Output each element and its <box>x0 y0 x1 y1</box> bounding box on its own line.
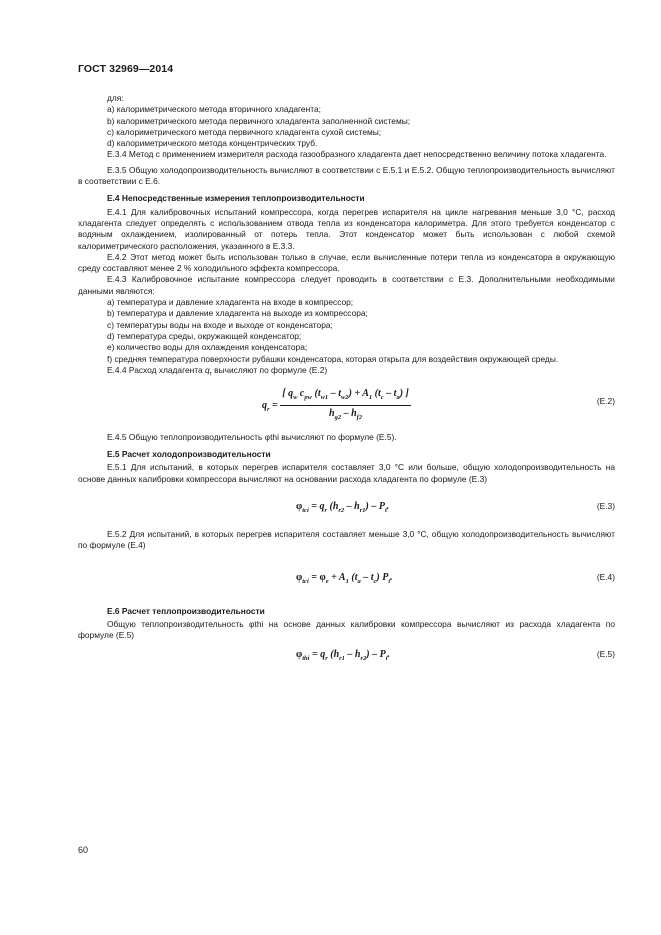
list-item: c) калориметрического метода первичного хладагента сухой системы; <box>107 126 382 137</box>
paragraph-e42: E.4.2 Этот метод может быть использован только в случае, если вычисленные потери тепла из конденсатора в окружающую среду составляют менее 2 % холодильного эффекта компрессора. <box>78 251 615 274</box>
paragraph-e43: E.4.3 Калибровочное испытание компрессора следует проводить в соответствии с E.3. Дополнительными необходимыми данными являются: <box>78 274 615 296</box>
formula-e2 <box>78 384 615 428</box>
page-number: 60 <box>78 845 89 855</box>
list-item: f) средняя температура поверхности рубашки конденсатора, которая открыта для воздействия окружающей среды. <box>107 353 559 364</box>
paragraph-e34: E.3.4 Метод с применением измерителя расхода газообразного хладагента дает непосредственно величину потока хладагента. <box>107 149 607 160</box>
paragraph-e52: E.5.2 Для испытаний, в которых перегрев испарителя составляет меньше 3,0 °С, общую холодопроизводительность вычисляют по формуле (E.4) <box>78 528 615 551</box>
list-item: b) температура и давление хладагента на выходе из компрессора; <box>107 308 368 319</box>
list-item: c) температуры воды на входе и выходе от конденсатора; <box>107 319 333 330</box>
paragraph-e6: Общую теплопроизводительность φthi на основе данных калибровки компрессора вычисляют из расхода хладагента по формуле (E.5) <box>78 618 615 641</box>
standard-title: ГОСТ 32969—2014 <box>78 63 174 75</box>
paragraph-e41: E.4.1 Для калибровочных испытаний компрессора, когда перегрев испарителя на цикле нагревания меньше 3,0 °С, расход хладагента следует определять с использованием отвода тепла из конденсатора калориметра. Для этого требуется конденсатор с водяным охлаждением, изолированный от потерь тепла. Этот конденсатор может быть использован с любой схемой калориметрического расположения, указанного в E.3.3. <box>78 206 615 251</box>
equation-number: (E.5) <box>596 649 615 660</box>
document-body <box>78 93 615 679</box>
paragraph-e44: E.4.4 Расход хладагента $q_r$ вычисляют по формуле (E.2) <box>107 364 328 378</box>
paragraph-e51: E.5.1 Для испытаний, в которых перегрев испарителя составляет 3,0 °С или больше, общую холодопроизводительность на основе данных калибровки компрессора вычисляют на основании расхода хладагента по формуле (E.3) <box>78 462 615 484</box>
list-item: d) калориметрического метода концентрических труб. <box>107 138 318 149</box>
equation-number: (E.4) <box>596 571 615 582</box>
list-item: a) температура и давление хладагента на входе в компрессор; <box>107 297 354 308</box>
formula-e2-body: $q_r$ = $\frac{[ q_w c_{pw} (t_{w1} - t_{w2}) + A_1 (t_c - t_a) ]}{h_{g2} - h_{f2}}$ <box>262 387 409 422</box>
formula-e4-body: $\varphi_{tci} = \varphi_e + A_1$ $(t_a - t_c)$ $P_t$. <box>296 571 393 585</box>
list-item: b) калориметрического метода первичного хладагента заполненной системы; <box>107 115 411 126</box>
equation-number: (E.3) <box>596 500 615 511</box>
section-heading-e5: E.5 Расчет холодопроизводительности <box>107 449 271 460</box>
section-heading-e4: E.4 Непосредственные измерения теплопроизводительности <box>107 193 365 204</box>
paragraph-e45: E.4.5 Общую теплопроизводительность φthi вычисляют по формуле (E.5). <box>107 431 397 442</box>
section-heading-e6: E.6 Расчет теплопроизводительности <box>107 605 265 616</box>
formula-e3-body: $\varphi_{tci} = q_r$ $(h_{r2} - h_{r1}) - P_t$. <box>296 500 390 514</box>
list-item: d) температура среды, окружающей конденсатор; <box>107 330 302 341</box>
formula-e5 <box>78 645 615 675</box>
list-item: e) количество воды для охлаждения конденсатора; <box>107 342 308 353</box>
paragraph-e35: E.3.5 Общую холодопроизводительность вычисляют в соответствии с E.5.1 и E.5.2. Общую теплопроизводительность вычисляют в соответствии с E.6. <box>78 164 615 187</box>
equation-number: (E.2) <box>596 395 615 406</box>
formula-e4 <box>78 556 615 600</box>
formula-e5-body: $\varphi_{thi} = q_r$ $(h_{r1} - h_{r2}) - P_t$. <box>296 649 391 663</box>
list-item: a) калориметрического метода вторичного хладагента; <box>107 104 321 115</box>
paragraph-intro: для: <box>107 93 124 103</box>
formula-e3 <box>78 489 615 525</box>
